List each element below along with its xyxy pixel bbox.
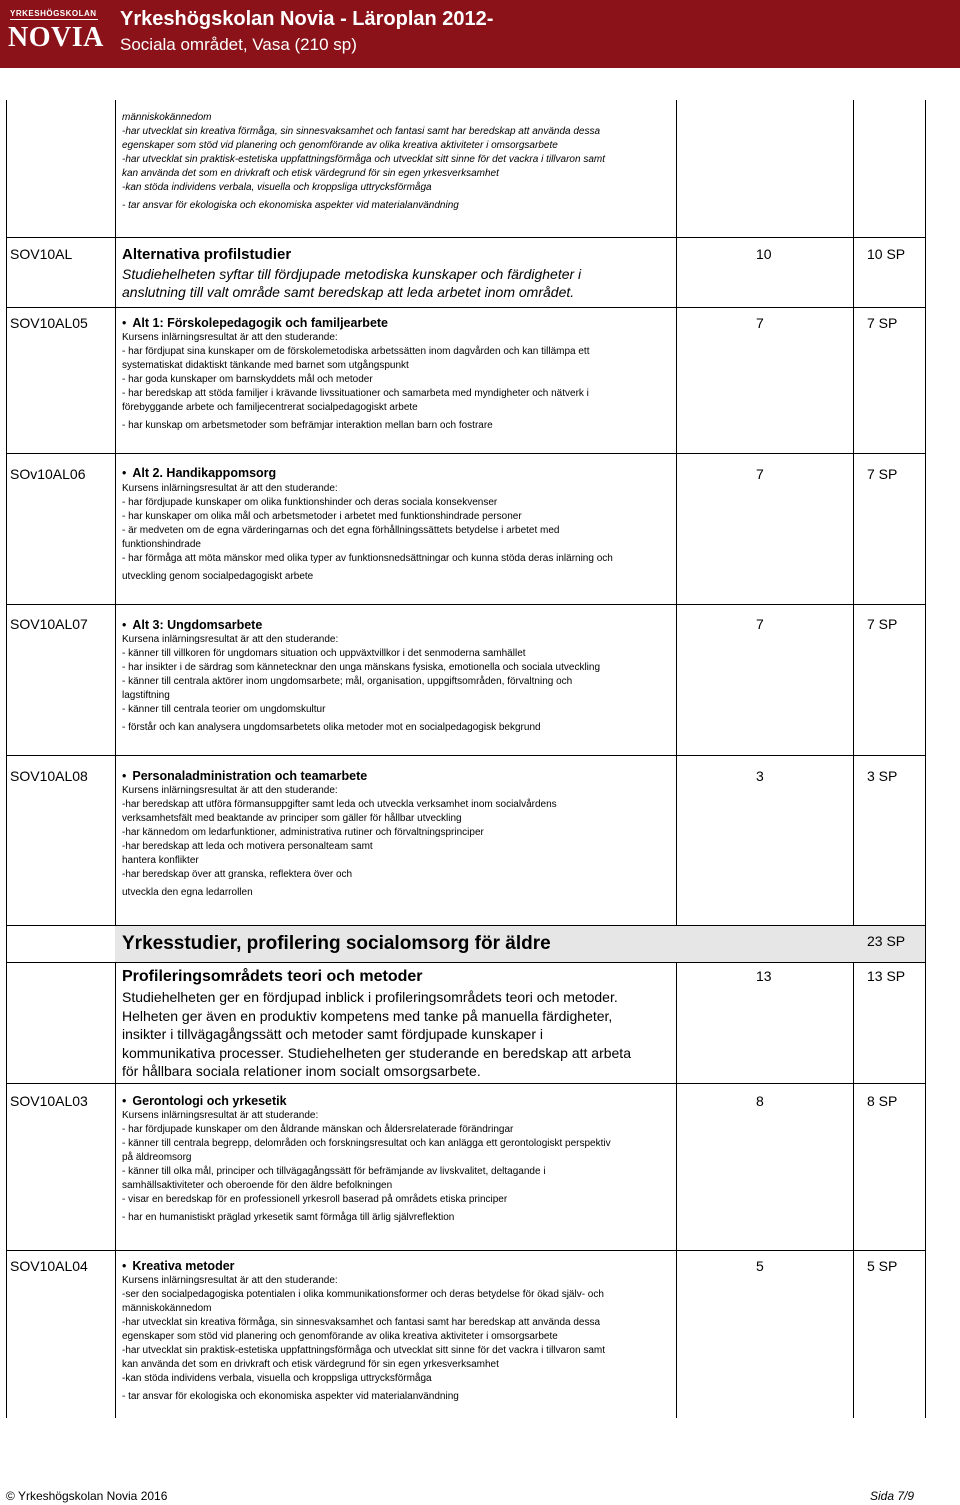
text-line: insikter i tillvägagångssätt och metoder samt fördjupade kunskaper i	[122, 1026, 543, 1042]
credit-sp: 10 SP	[867, 246, 906, 262]
text-line: - har kunskaper om olika mål och arbetsmetoder i arbetet med funktionshindrade personer	[122, 511, 522, 522]
section-credit-sp: 23 SP	[867, 933, 906, 949]
course-title: • Gerontologi och yrkesetik	[122, 1094, 287, 1108]
document-title: Yrkeshögskolan Novia - Läroplan 2012-	[120, 8, 494, 30]
text-line: - har fördjupade kunskaper om den åldrande mänskan och åldersrelaterade förändringar	[122, 1124, 514, 1135]
text-line: kan använda det som en drivkraft och etisk värdegrund för sin egen yrkesverksamhet	[122, 1359, 499, 1370]
text-line: - tar ansvar för ekologiska och ekonomiska aspekter vid materialanvändning	[122, 200, 459, 212]
text-line: - känner till villkoren för ungdomars situation och uppväxtvillkor i det senmoderna samhället	[122, 648, 526, 659]
text-line: - förstår och kan analysera ungdomsarbetets olika metoder mot en socialpedagogisk bekgrund	[122, 722, 541, 733]
credit-value: 3	[756, 768, 764, 784]
text-line: på äldreomsorg	[122, 1152, 192, 1163]
text-line: - har fördjupade kunskaper om olika funktionshinder och deras sociala konsekvenser	[122, 497, 498, 508]
text-line: Kursens inlärningsresultat är att den studerande:	[122, 785, 338, 796]
course-outcomes	[122, 482, 677, 584]
text-line: -har utvecklat sin praktisk-estetiska uppfattningsförmåga och utvecklat sitt sinne för det vackra i tillvaron samt	[122, 1345, 605, 1356]
text-line: Kursena inlärningsresultat är att den studerande:	[122, 634, 339, 645]
text-line: - har beredskap att stöda familjer i krävande livssituationer och samarbeta med myndigheter och nätverk i	[122, 388, 589, 399]
course-code: SOV10AL	[10, 246, 73, 262]
table-border-credit	[853, 100, 854, 1418]
text-line: Studiehelheten syftar till fördjupade metodiska kunskaper och färdigheter i	[122, 266, 582, 282]
course-code: SOV10AL07	[10, 616, 88, 632]
text-line: -kan stöda individens verbala, visuella och kroppsliga uttrycksförmåga	[122, 1373, 432, 1384]
text-line: egenskaper som stöd vid planering och genomförande av olika kreativa aktiviteter i omsorgsarbete	[122, 1331, 558, 1342]
text-line: Helheten ger även en produktiv kompetens med tanke på manuella färdigheter,	[122, 1007, 613, 1024]
course-title: Alternativa profilstudier	[122, 246, 292, 263]
table-border-desc	[676, 100, 677, 1418]
text-line: utveckla den egna ledarrollen	[122, 887, 253, 898]
text-line: utveckling genom socialpedagogiskt arbete	[122, 571, 314, 582]
credit-value: 7	[756, 315, 764, 331]
text-line: hantera konflikter	[122, 855, 199, 866]
credit-sp: 3 SP	[867, 768, 898, 784]
footer-copyright: © Yrkeshögskolan Novia 2016	[6, 1489, 168, 1503]
text-line: Kursens inlärningsresultat är att den studerande:	[122, 483, 338, 494]
course-title: • Alt 3: Ungdomsarbete	[122, 618, 262, 632]
text-line: systematiskat didaktiskt tänkande med barnet som utgångspunkt	[122, 360, 409, 371]
text-line: - känner till centrala aktörer inom ungdomsarbete; mål, organisation, uppgiftsområden, förvaltning och	[122, 676, 573, 687]
document-header	[0, 0, 960, 68]
text-line: - känner till olka mål, principer och tillvägagångssätt för befrämjande av livskvalitet, deltagande i	[122, 1166, 546, 1177]
text-line: - har fördjupat sina kunskaper om de förskolemetodiska arbetssätten inom dagvården och kan tillämpa ett	[122, 346, 590, 357]
credit-value: 13	[756, 968, 772, 984]
text-line: -har beredskap över att granska, reflektera över och	[122, 869, 353, 880]
text-line: egenskaper som stöd vid planering och genomförande av olika kreativa aktiviteter i omsorgsarbete	[122, 139, 558, 151]
text-line: verksamhetsfält med beaktande av principer som gäller för hållbar utveckling	[122, 813, 462, 824]
row-divider	[6, 307, 926, 308]
credit-sp: 7 SP	[867, 616, 898, 632]
row-divider	[6, 237, 926, 238]
text-line: - har goda kunskaper om barnskyddets mål och metoder	[122, 374, 373, 385]
text-line: - tar ansvar för ekologiska och ekonomiska aspekter vid materialanvändning	[122, 1391, 459, 1402]
text-line: -har kännedom om ledarfunktioner, administrativa rutiner och förvaltningsprinciper	[122, 827, 484, 838]
text-line: människokännedom	[122, 1303, 212, 1314]
profile-description	[122, 988, 672, 1081]
text-line: Studiehelheten ger en fördjupad inblick i profileringsområdets teori och metoder.	[122, 989, 618, 1005]
text-line: kan använda det som en drivkraft och etisk värdegrund för sin egen yrkesverksamhet	[122, 167, 499, 179]
text-line: - känner till centrala teorier om ungdomskultur	[122, 704, 326, 715]
row-divider	[6, 1083, 926, 1084]
text-line: - är medveten om de egna värderingarnas och det egna förhållningssättets betydelse i arbetet med	[122, 525, 560, 536]
credit-value: 8	[756, 1093, 764, 1109]
course-title: • Personaladministration och teamarbete	[122, 769, 367, 783]
table-border-right	[925, 100, 926, 1418]
text-line: - har kunskap om arbetsmetoder som befrämjar interaktion mellan barn och fostrare	[122, 420, 493, 431]
text-line: för hållbara sociala relationer inom socialt omsorgsarbete.	[122, 1063, 481, 1079]
text-line: -har utvecklat sin kreativa förmåga, sin sinnesvaksamhet och fantasi samt har beredskap att använda dessa	[122, 125, 601, 137]
row-divider	[6, 453, 926, 454]
text-line: samhällsaktiviteter och oberoende för den äldre befolkningen	[122, 1180, 393, 1191]
course-outcomes	[122, 633, 672, 735]
text-line: Kursens inlärningsresultat är att studerande:	[122, 1110, 319, 1121]
credit-value: 7	[756, 616, 764, 632]
text-line: Kursens inlärningsresultat är att den studerande:	[122, 332, 338, 343]
course-code: SOV10AL05	[10, 315, 88, 331]
course-title: • Kreativa metoder	[122, 1259, 235, 1273]
row-divider	[6, 604, 926, 605]
section-title: Yrkesstudier, profilering socialomsorg för äldre	[122, 933, 551, 954]
text-line: -har utvecklat sin praktisk-estetiska uppfattningsförmåga och utvecklat sitt sinne för det vackra i tillvaron samt	[122, 153, 605, 165]
course-outcomes	[122, 331, 672, 433]
course-code: SOV10AL04	[10, 1258, 88, 1274]
footer-page-number: Sida 7/9	[870, 1489, 915, 1503]
course-code: SOV10AL08	[10, 768, 88, 784]
credit-value: 10	[756, 246, 772, 262]
credit-sp: 7 SP	[867, 466, 898, 482]
text-line: funktionshindrade	[122, 539, 201, 550]
logo-separator	[10, 19, 98, 20]
table-border-code	[115, 100, 116, 1418]
course-outcomes	[122, 1109, 672, 1225]
credit-sp: 8 SP	[867, 1093, 898, 1109]
logo-top-text: YRKESHÖGSKOLAN	[10, 9, 97, 18]
text-line: förebyggande arbete och familjecentrerat socialpedagogiskt arbete	[122, 402, 418, 413]
text-line: kommunikativa processer. Studiehelheten ger studerande en beredskap att arbeta	[122, 1044, 631, 1061]
text-line: -har beredskap att utföra förmansuppgifter samt leda och utveckla verksamhet inom socialvårdens	[122, 799, 557, 810]
credit-value: 5	[756, 1258, 764, 1274]
credit-sp: 7 SP	[867, 315, 898, 331]
course-description	[122, 265, 672, 301]
course-outcomes	[122, 784, 672, 900]
text-line: -har utvecklat sin kreativa förmåga, sin sinnesvaksamhet och fantasi samt har beredskap att använda dessa	[122, 1317, 601, 1328]
credit-sp: 13 SP	[867, 968, 906, 984]
text-line: -har beredskap att leda och motivera personalteam samt	[122, 841, 373, 852]
text-line: - känner till centrala begrepp, delområden och forskningsresultat och kan anlägga ett gerontologiskt perspektiv	[122, 1138, 611, 1149]
text-line: anslutning till valt område samt beredskap att leda arbetet inom området.	[122, 284, 575, 300]
credit-sp: 5 SP	[867, 1258, 898, 1274]
text-line: människokännedom	[122, 112, 212, 123]
row-divider	[6, 755, 926, 756]
document-subtitle: Sociala området, Vasa (210 sp)	[120, 35, 357, 54]
course-title: • Alt 1: Förskolepedagogik och familjearbete	[122, 316, 388, 330]
logo-wordmark: NOVIA	[8, 22, 104, 53]
table-border-left	[6, 100, 7, 1418]
text-line: -kan stöda individens verbala, visuella och kroppsliga uttrycksförmåga	[122, 181, 432, 193]
text-line: -ser den socialpedagogiska potentialen i olika kommunikationsformer och deras betydelse för ökad själv- och	[122, 1289, 604, 1300]
credit-value: 7	[756, 466, 764, 482]
text-line: - har en humanistiskt präglad yrkesetik samt förmåga till ärlig självreflektion	[122, 1212, 455, 1223]
row-divider	[6, 1250, 926, 1251]
profile-title: Profileringsområdets teori och metoder	[122, 968, 423, 985]
course-code: SOv10AL06	[10, 466, 86, 482]
novia-logo	[0, 0, 108, 68]
intro-text	[122, 111, 672, 213]
text-line: - har insikter i de särdrag som kännetecknar den unga mänskans fysiska, emotionella och sociala utveckling	[122, 662, 601, 673]
course-outcomes	[122, 1274, 677, 1404]
text-line: - visar en beredskap för en professionell yrkesroll baserad på områdets etiska principer	[122, 1194, 508, 1205]
course-title: • Alt 2. Handikappomsorg	[122, 466, 276, 480]
text-line: Kursens inlärningsresultat är att den studerande:	[122, 1275, 338, 1286]
text-line: - har förmåga att möta mänskor med olika typer av funktionsnedsättningar och kunna stöda deras inlärning och	[122, 553, 613, 564]
course-code: SOV10AL03	[10, 1093, 88, 1109]
text-line: lagstiftning	[122, 690, 170, 701]
row-divider	[6, 962, 926, 963]
